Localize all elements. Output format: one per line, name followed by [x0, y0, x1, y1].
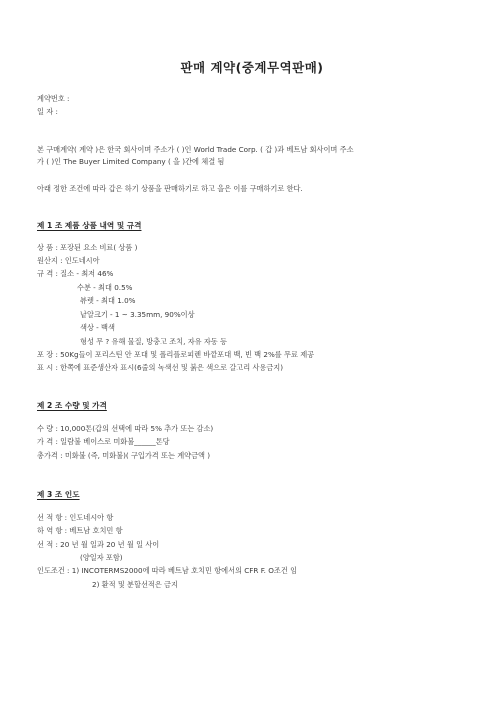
total-price-line: 총가격 : 미화불 (즉, 미화불)( 구입가격 또는 계약금액 )	[37, 451, 211, 460]
document-title: 판매 계약(중계무역판매)	[180, 60, 324, 75]
shipment-period-line: 선 적 : 20 년 월 일과 20 년 월 일 사이	[37, 540, 160, 549]
shipment-inclusive-line: (양일자 포함)	[80, 553, 123, 562]
transshipment-line: 2) 환적 및 분할선적은 금지	[92, 580, 178, 589]
intro-line-2: 가 ( )인 The Buyer Limited Company ( 을 )간에 체결 됨	[37, 157, 225, 166]
quantity-line: 수 량 : 10,000톤(갑의 선택에 따라 5% 추가 또는 감소)	[37, 424, 214, 433]
spec-line-packing: 포 장 : 50Kg들이 포리스틴 안 포대 및 폴리플로피렌 바깥포대 백, 빈 백 2%를 무료 제공	[37, 350, 315, 359]
intro-line-3: 아래 정한 조건에 따라 갑은 하기 상품을 판매하기로 하고 을은 이를 구매하기로 한다.	[37, 184, 303, 193]
section-2-heading: 제 2 조 수량 및 가격	[37, 401, 107, 410]
contract-number-label: 계약번호 :	[37, 94, 70, 103]
date-label: 일 자 :	[37, 107, 58, 116]
spec-line-product: 상 품 : 포장된 요소 비료( 상품 )	[37, 243, 138, 252]
spec-line-nitrogen: 규 격 : 질소 - 최저 46%	[37, 269, 114, 278]
price-line: 가 격 : 일람불 베이스로 미화불______톤당	[37, 437, 170, 446]
discharge-port-line: 하 역 항 : 베트남 호치민 항	[37, 526, 123, 535]
delivery-terms-line: 인도조건 : 1) INCOTERMS2000에 따라 베트남 호치민 항에서의 CFR F. O조건 임	[37, 566, 298, 575]
spec-line-moisture: 수분 - 최대 0.5%	[77, 283, 133, 292]
spec-line-biuret: 뷰렛 - 최대 1.0%	[80, 296, 136, 305]
spec-line-form: 형성 무 ? 유해 물질, 방충고 조치, 자유 자동 등	[80, 337, 227, 346]
spec-line-color: 색상 - 백색	[80, 323, 115, 332]
spec-line-origin: 원산지 : 인도네시아	[37, 256, 100, 265]
intro-line-1: 본 구매계약( 계약 )은 한국 회사이며 주소가 ( )인 World Trade Corp. ( 갑 )과 베트남 회사이며 주소	[37, 145, 354, 154]
spec-line-marking: 표 시 : 한쪽에 표준생산자 표시(6줄의 녹색선 및 붉은 색으로 갈고리 사용금지)	[37, 363, 284, 372]
section-1-heading: 제 1 조 제품 상품 내역 및 규격	[37, 221, 142, 230]
loading-port-line: 선 적 항 : 인도네시아 항	[37, 513, 114, 522]
section-3-heading: 제 3 조 인도	[37, 490, 80, 499]
spec-line-granule: 낱알크기 - 1 ~ 3.35mm, 90%이상	[80, 310, 195, 319]
